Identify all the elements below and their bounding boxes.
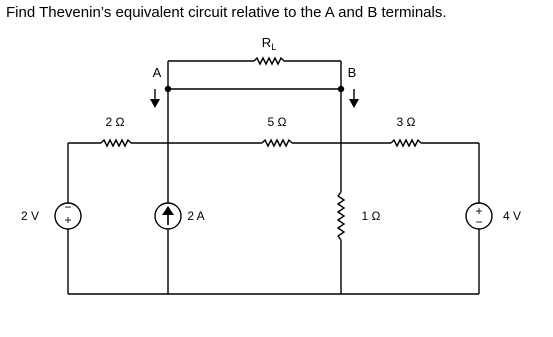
minus-sign-2v: − [64,200,72,214]
junction-b [338,86,344,92]
label-2a: 2 A [187,209,205,223]
circuit-wires [68,61,479,294]
current-source-2a [155,203,181,229]
resistor-3-ohm [391,140,421,146]
label-terminal-a: A [152,65,162,80]
label-4v: 4 V [502,209,522,223]
problem-statement: Find Thevenin’s equivalent circuit relative to the A and B terminals. [6,4,447,21]
resistor-5-ohm [262,140,292,146]
resistor-rl [254,58,284,64]
minus-sign-4v: − [475,215,483,229]
voltage-source-4v [466,203,492,229]
voltage-source-2v [55,200,81,229]
resistor-1-ohm [338,192,344,240]
terminal-b-arrow [349,89,359,108]
label-3-ohm: 3 Ω [396,115,416,129]
label-2v: 2 V [20,209,40,223]
junction-a [165,86,171,92]
label-rl: $R_L$ [261,35,277,52]
resistor-2-ohm [101,140,131,146]
label-terminal-b: B [347,65,357,80]
label-5-ohm: 5 Ω [267,115,287,129]
plus-sign-4v: + [475,204,483,218]
label-2-ohm: 2 Ω [105,115,125,129]
terminal-a-arrow [150,89,160,108]
label-1-ohm: 1 Ω [361,209,381,223]
plus-sign-2v: + [64,213,72,227]
